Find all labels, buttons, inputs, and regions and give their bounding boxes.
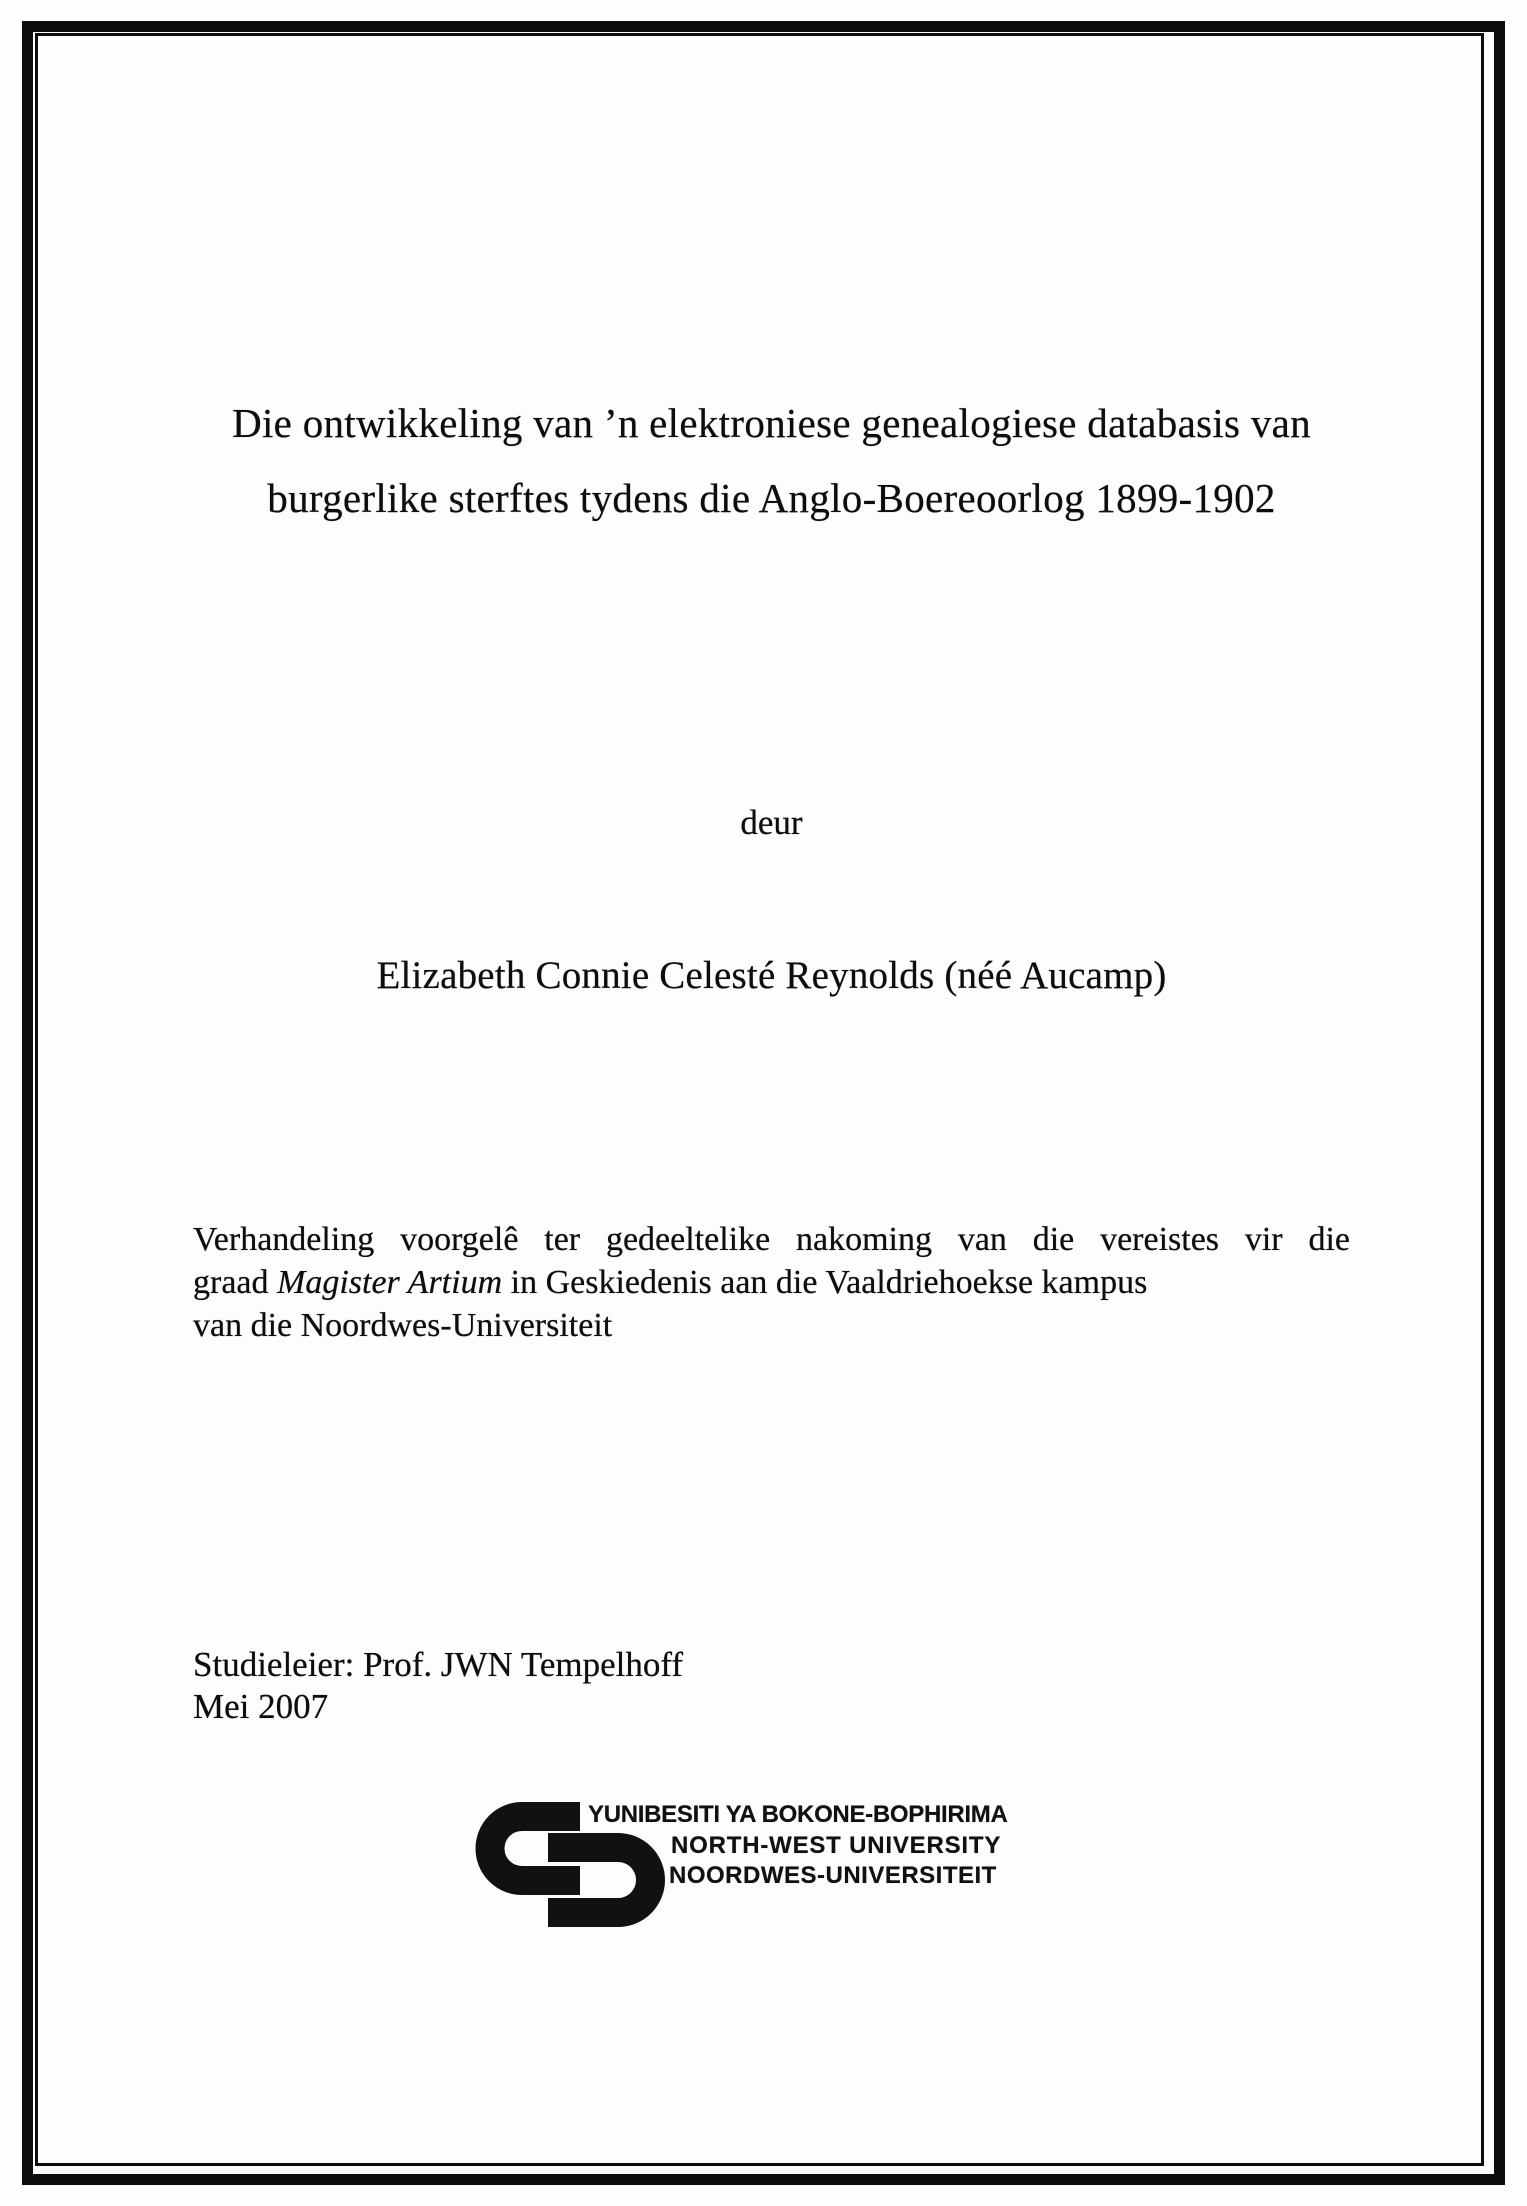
supervisor-block	[193, 1644, 1350, 1728]
statement-line-2-suffix: in Geskiedenis aan die Vaaldriehoekse kampus	[502, 1264, 1148, 1301]
date-line: Mei 2007	[193, 1687, 329, 1726]
byline-deur: deur	[740, 803, 803, 842]
supervisor-line: Studieleier: Prof. JWN Tempelhoff	[193, 1645, 684, 1684]
statement-line-1: Verhandeling voorgelê ter gedeeltelike nakoming van die vereistes vir die	[193, 1221, 1350, 1258]
thesis-title-line-2: burgerlike sterftes tydens die Anglo-Boereoorlog 1899-1902	[267, 475, 1276, 521]
statement-line-2-prefix: graad	[193, 1264, 278, 1301]
logo-text-setswana: YUNIBESITI YA BOKONE-BOPHIRIMA	[588, 1801, 1008, 1828]
logo-text-english: NORTH-WEST UNIVERSITY	[671, 1832, 1002, 1859]
degree-name-italic: Magister Artium	[277, 1264, 503, 1301]
thesis-title	[193, 386, 1350, 536]
logo-text-afrikaans: NOORDWES-UNIVERSITEIT	[669, 1862, 997, 1889]
author-name: Elizabeth Connie Celesté Reynolds (néé Aucamp)	[376, 954, 1167, 997]
statement-line-2	[193, 1261, 1350, 1304]
statement-line-3: van die Noordwes-Universiteit	[193, 1307, 613, 1344]
thesis-statement	[193, 1218, 1350, 1347]
thesis-title-line-1: Die ontwikkeling van ’n elektroniese genealogiese databasis van	[232, 400, 1311, 446]
